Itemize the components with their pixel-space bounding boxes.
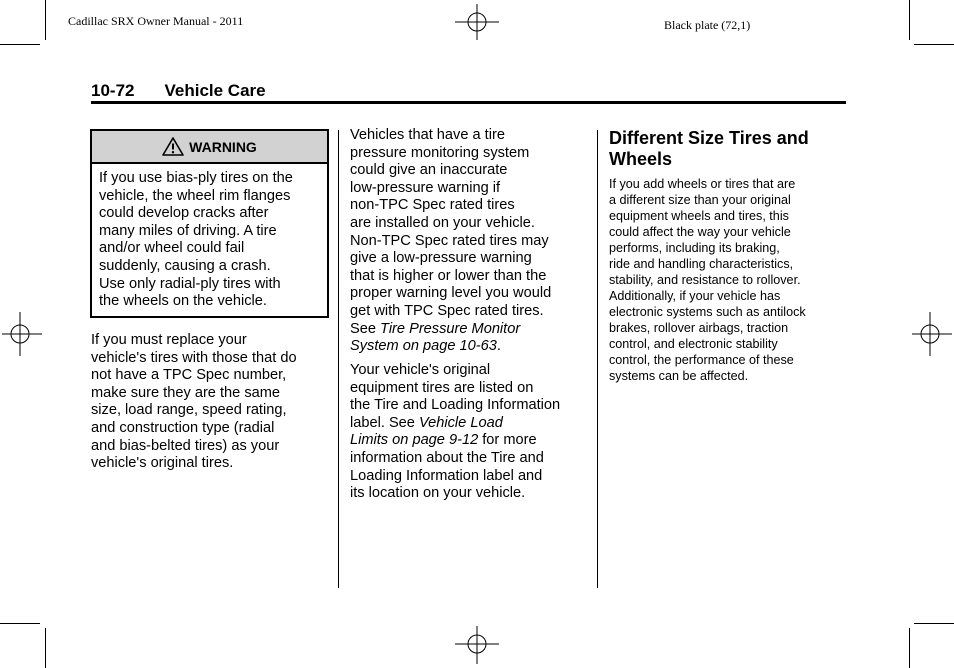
crop-mark (45, 628, 46, 668)
text-line: Additionally, if your vehicle has (609, 289, 781, 303)
crop-mark (45, 0, 46, 40)
tpms-reference-link[interactable]: System on page 10-63 (350, 338, 497, 355)
text-line: Your vehicle's original (350, 362, 491, 378)
crop-mark (0, 623, 40, 624)
warning-box (90, 129, 329, 318)
text-line: are installed on your vehicle. (350, 214, 535, 231)
text-line: Vehicles that have a tire (350, 127, 505, 143)
column-divider (338, 130, 339, 588)
text-line: systems can be affected. (609, 369, 749, 383)
crop-mark (909, 0, 910, 40)
text-line: brakes, rollover airbags, traction (609, 321, 789, 335)
text-line: vehicle's original tires. (91, 455, 234, 472)
text-line: proper warning level you would (350, 285, 552, 302)
page-number: 10-72 (91, 81, 135, 100)
text-line: make sure they are the same (91, 384, 280, 401)
text-line: and bias-belted tires) as your (91, 437, 280, 454)
text-line: control, and electronic stability (609, 337, 778, 351)
text-line: performs, including its braking, (609, 241, 780, 255)
warning-line: many miles of driving. A tire (99, 222, 277, 239)
warning-header (92, 131, 327, 164)
warning-line: Use only radial-ply tires with (99, 275, 281, 292)
text-line: equipment tires are listed on (350, 379, 534, 396)
registration-mark-icon (2, 312, 42, 356)
text-line: could affect the way your vehicle (609, 225, 791, 239)
text-line: ride and handling characteristics, (609, 257, 794, 271)
text-line: If you must replace your (91, 332, 247, 348)
text-line: Non-TPC Spec rated tires may (350, 232, 549, 249)
text-line: a different size than your original (609, 193, 791, 207)
text-line: pressure monitoring system (350, 144, 530, 161)
plate-label: Black plate (72,1) (664, 18, 751, 32)
text-line: equipment wheels and tires, this (609, 209, 789, 223)
warning-text (92, 164, 327, 311)
heading-line: Wheels (609, 149, 673, 169)
warning-line: the wheels on the vehicle. (99, 293, 267, 310)
text-line (350, 415, 560, 433)
text-line: and construction type (radial (91, 419, 275, 436)
crop-mark (914, 623, 954, 624)
header-rule (91, 101, 846, 104)
different-size-paragraph (609, 176, 806, 384)
tire-replacement-paragraph (91, 332, 297, 473)
see-text: See (350, 320, 381, 337)
manual-title: Cadillac SRX Owner Manual - 2011 (68, 14, 244, 28)
warning-label: WARNING (189, 138, 257, 155)
crop-mark (914, 44, 954, 45)
section-header (91, 81, 266, 101)
text-line: information about the Tire and (350, 449, 544, 466)
subsection-heading (609, 128, 809, 170)
text-line: that is higher or lower than the (350, 267, 547, 284)
warning-line: could develop cracks after (99, 205, 269, 222)
tpms-paragraph (350, 127, 551, 356)
text-line: stability, and resistance to rollover. (609, 273, 801, 287)
load-limits-link[interactable]: Vehicle Load (418, 414, 503, 431)
text-line: get with TPC Spec rated tires. (350, 302, 544, 319)
period-text: . (496, 338, 501, 355)
column-divider (597, 130, 598, 588)
text-line: vehicle's tires with those that do (91, 349, 297, 366)
text-line (350, 432, 560, 450)
crop-mark (909, 628, 910, 668)
text-line: low-pressure warning if (350, 179, 501, 196)
see-text: label. See (350, 414, 419, 431)
text-line: could give an inaccurate (350, 162, 508, 179)
heading-line: Different Size Tires and (609, 128, 809, 148)
text-line: give a low-pressure warning (350, 250, 532, 267)
text-line: non-TPC Spec rated tires (350, 197, 515, 214)
text-line: electronic systems such as antilock (609, 305, 806, 319)
registration-mark-icon (912, 312, 952, 356)
warning-line: and/or wheel could fail (99, 240, 245, 257)
text-line: not have a TPC Spec number, (91, 367, 287, 384)
warning-line: suddenly, causing a crash. (99, 257, 271, 274)
warning-line: If you use bias-ply tires on the (99, 170, 293, 186)
registration-mark-icon (455, 624, 499, 664)
text-line: size, load range, speed rating, (91, 402, 287, 419)
original-tires-paragraph (350, 362, 560, 503)
section-title: Vehicle Care (164, 81, 266, 100)
for-more-text: for more (478, 432, 537, 449)
load-limits-link[interactable]: Limits on page 9-12 (350, 432, 479, 449)
text-line: the Tire and Loading Information (350, 397, 561, 414)
text-line: control, the performance of these (609, 353, 794, 367)
tpms-reference-link[interactable]: Tire Pressure Monitor (380, 320, 521, 337)
text-line (350, 321, 551, 339)
crop-mark (0, 44, 40, 45)
text-line: Loading Information label and (350, 467, 543, 484)
warning-line: vehicle, the wheel rim flanges (99, 187, 291, 204)
text-line (350, 338, 551, 356)
warning-triangle-icon (162, 137, 184, 156)
text-line: its location on your vehicle. (350, 485, 526, 502)
text-line: If you add wheels or tires that are (609, 177, 796, 191)
registration-mark-icon (455, 4, 499, 44)
